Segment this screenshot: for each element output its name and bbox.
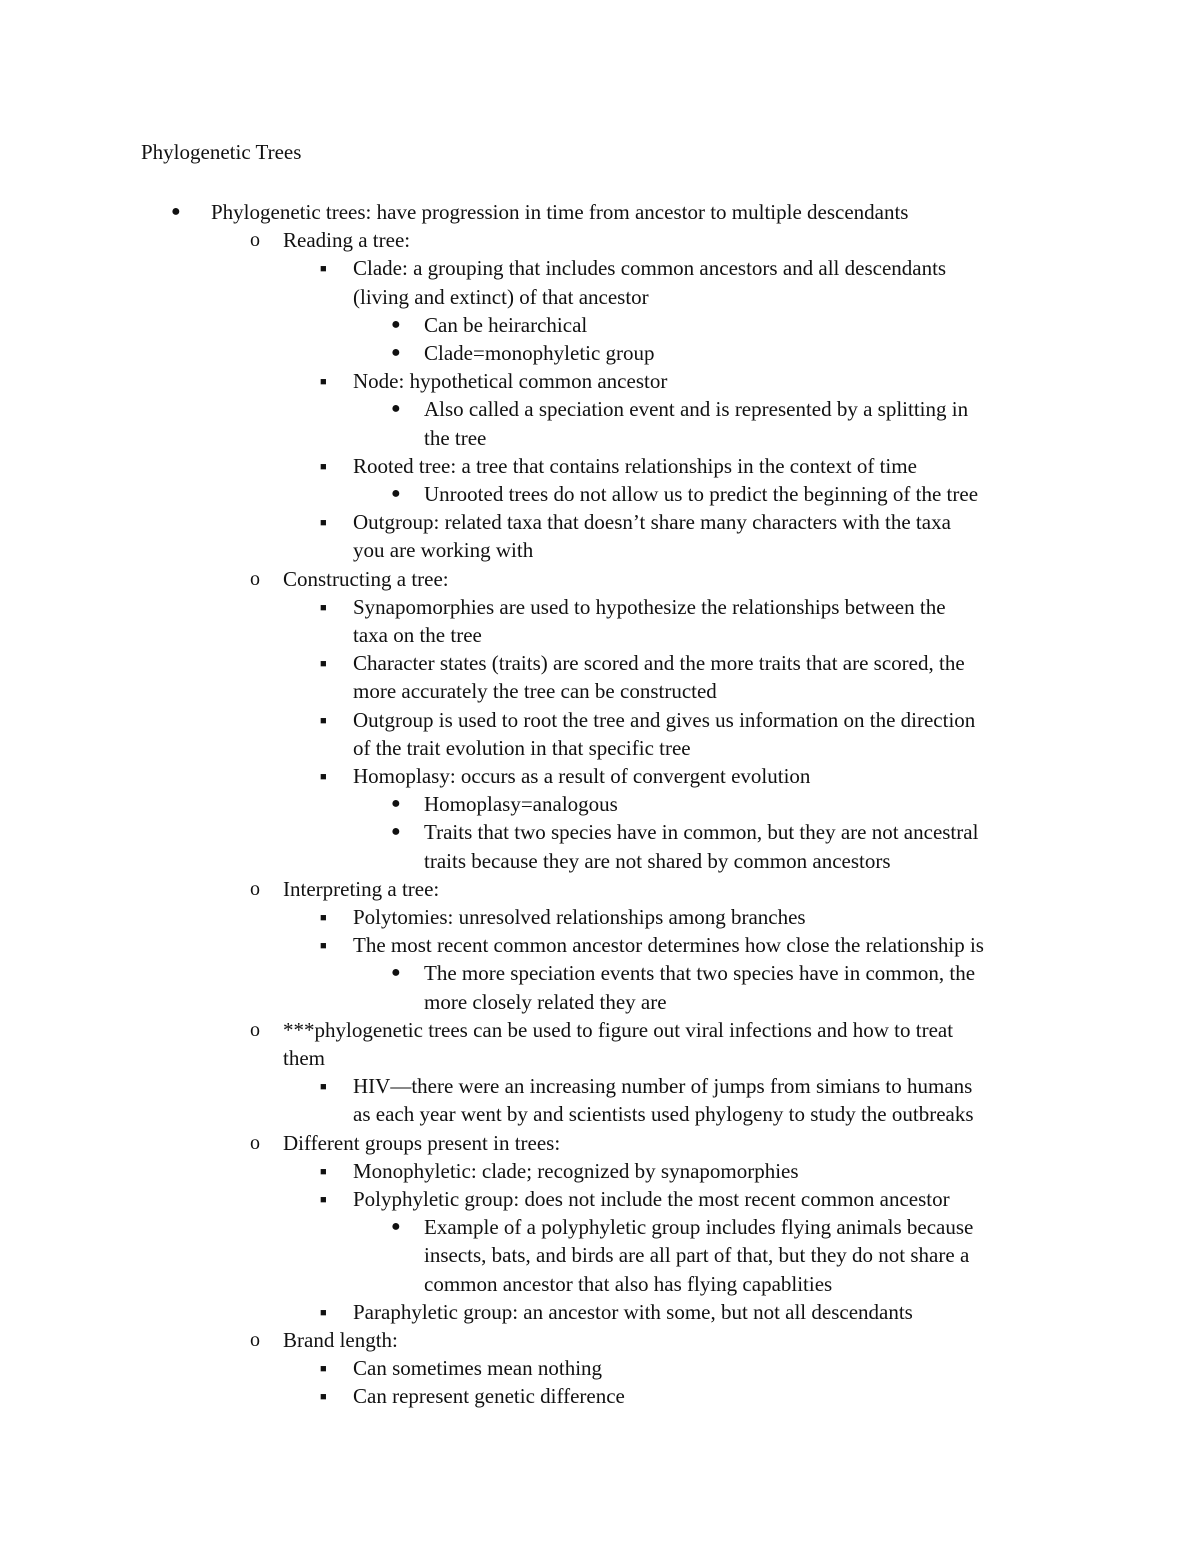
outline-item-level-0 — [171, 198, 909, 226]
outline-item-level-2 — [320, 367, 668, 395]
bullet-marker: ● — [391, 795, 401, 813]
outline-item-text-line: Traits that two species have in common, but they are not ancestral — [424, 820, 979, 845]
bullet-marker: o — [250, 1018, 260, 1041]
outline-item-text-line: Outgroup: related taxa that doesn’t share many characters with the taxa — [353, 510, 951, 535]
outline-item-level-2 — [320, 452, 917, 480]
outline-item-text-line: Character states (traits) are scored and the more traits that are scored, the — [353, 651, 965, 676]
bullet-marker: ● — [391, 344, 401, 361]
bullet-marker: ■ — [320, 940, 327, 953]
bullet-marker: ● — [391, 400, 401, 418]
outline-item-text-line: Can be heirarchical — [424, 312, 588, 337]
bullet-marker: ■ — [320, 658, 327, 671]
outline-item-level-1 — [250, 875, 440, 903]
bullet-marker: ■ — [320, 1306, 327, 1319]
bullet-marker: ● — [391, 964, 401, 982]
outline-item-level-1 — [250, 565, 449, 593]
outline-item-text-line: HIV—there were an increasing number of jumps from simians to humans — [353, 1074, 973, 1099]
outline-item-level-1 — [250, 1129, 561, 1157]
outline-item-level-2 — [320, 1185, 950, 1213]
outline-item-level-2 — [320, 1298, 913, 1326]
outline-item-level-3 — [391, 395, 969, 451]
bullet-marker: o — [250, 1131, 260, 1154]
outline-item-text-line: traits because they are not shared by common ancestors — [424, 848, 891, 873]
outline-item-level-2 — [320, 762, 811, 790]
outline-item-level-2 — [320, 593, 946, 649]
outline-item-level-2 — [320, 931, 984, 959]
bullet-marker: o — [250, 1329, 260, 1351]
outline-item-text-line: Polyphyletic group: does not include the most recent common ancestor — [353, 1187, 950, 1211]
outline-item-text-line: Node: hypothetical common ancestor — [353, 369, 668, 394]
outline-item-text-line: Homoplasy: occurs as a result of convergent evolution — [353, 764, 811, 788]
outline-item-text-line: Polytomies: unresolved relationships among branches — [353, 905, 806, 929]
outline-item-text-line: Outgroup is used to root the tree and gives us information on the direction — [353, 707, 976, 732]
outline-item-text-line: Clade: a grouping that includes common ancestors and all descendants — [353, 256, 947, 281]
outline-item-level-1 — [250, 1016, 954, 1072]
bullet-marker: ■ — [320, 601, 327, 614]
outline-item-text-line: more accurately the tree can be constructed — [353, 679, 717, 704]
outline-item-text-line: Brand length: — [283, 1328, 398, 1352]
outline-item-level-3 — [391, 339, 655, 367]
bullet-marker: o — [250, 567, 260, 590]
outline-item-text-line: Example of a polyphyletic group includes flying animals because — [424, 1215, 974, 1240]
bullet-marker: ● — [391, 823, 401, 841]
outline-item-level-2 — [320, 1354, 603, 1382]
outline-item-level-1 — [250, 1326, 398, 1354]
outline-item-text-line: (living and extinct) of that ancestor — [353, 284, 649, 309]
outline-item-text-line: Paraphyletic group: an ancestor with some, but not all descendants — [353, 1299, 913, 1324]
bullet-marker: ■ — [320, 460, 327, 473]
outline-item-text-line: of the trait evolution in that specific tree — [353, 735, 691, 760]
bullet-marker: ● — [391, 1218, 401, 1236]
outline-item-text-line: Unrooted trees do not allow us to predict the beginning of the tree — [424, 482, 979, 506]
outline-item-level-3 — [391, 1213, 974, 1298]
outline-item-level-2 — [320, 1157, 799, 1185]
outline-item-level-2 — [320, 903, 806, 931]
outline-item-text-line: insects, bats, and birds are all part of that, but they do not share a — [424, 1243, 970, 1268]
outline-item-level-2 — [320, 649, 965, 705]
outline-item-level-3 — [391, 818, 979, 874]
outline-item-text-line: more closely related they are — [424, 989, 667, 1014]
outline-item-text-line: Rooted tree: a tree that contains relationships in the context of time — [353, 453, 917, 478]
bullet-marker: ■ — [320, 1391, 327, 1404]
outline-item-text-line: Homoplasy=analogous — [424, 792, 618, 817]
outline-item-text-line: Also called a speciation event and is represented by a splitting in — [424, 397, 969, 422]
outline-item-text-line: Different groups present in trees: — [283, 1130, 561, 1155]
outline-item-level-3 — [391, 480, 979, 508]
outline-item-level-3 — [391, 311, 588, 339]
outline-item-text-line: as each year went by and scientists used phylogeny to study the outbreaks — [353, 1102, 974, 1127]
outline-item-level-2 — [320, 254, 947, 310]
bullet-marker: ● — [171, 203, 181, 220]
outline-item-level-2 — [320, 1382, 625, 1410]
outline-item-text-line: them — [283, 1046, 325, 1070]
outline-item-text-line: ***phylogenetic trees can be used to figure out viral infections and how to treat — [283, 1017, 954, 1042]
bullet-marker: o — [250, 229, 260, 252]
outline-item-level-1 — [250, 226, 411, 254]
outline-item-level-2 — [320, 706, 976, 762]
bullet-marker: ■ — [320, 1363, 327, 1376]
bullet-marker: ● — [391, 485, 401, 502]
bullet-marker: ■ — [320, 1165, 327, 1178]
outline-item-text-line: The most recent common ancestor determines how close the relationship is — [353, 933, 984, 958]
document-title: Phylogenetic Trees — [141, 140, 302, 164]
outline-item-level-3 — [391, 790, 618, 818]
bullet-marker: ■ — [320, 1081, 327, 1094]
outline-item-text-line: Can sometimes mean nothing — [353, 1356, 603, 1381]
outline-item-text-line: common ancestor that also has flying capablities — [424, 1271, 833, 1296]
outline-item-text-line: Interpreting a tree: — [283, 876, 440, 901]
outline-item-text-line: Can represent genetic difference — [353, 1384, 625, 1409]
outline-item-text-line: taxa on the tree — [353, 623, 482, 647]
outline-item-level-2 — [320, 1072, 974, 1128]
bullet-marker: ■ — [320, 771, 327, 783]
bullet-marker: o — [250, 877, 260, 900]
outline-item-text-line: Reading a tree: — [283, 228, 411, 253]
outline-item-text-line: Monophyletic: clade; recognized by synapomorphies — [353, 1158, 799, 1183]
bullet-marker: ■ — [320, 376, 327, 389]
bullet-marker: ■ — [320, 263, 327, 276]
outline-item-text-line: Clade=monophyletic group — [424, 341, 655, 365]
outline-item-text-line: you are working with — [353, 538, 534, 563]
bullet-marker: ■ — [320, 1194, 327, 1206]
bullet-marker: ■ — [320, 714, 327, 727]
outline-item-text-line: Synapomorphies are used to hypothesize the relationships between the — [353, 594, 946, 619]
outline-item-text-line: Constructing a tree: — [283, 566, 449, 591]
bullet-marker: ■ — [320, 912, 327, 924]
outline-item-text-line: the tree — [424, 425, 487, 450]
bullet-marker: ● — [391, 315, 401, 333]
outline-item-level-2 — [320, 508, 951, 564]
outline-item-level-3 — [391, 959, 976, 1015]
outline-item-text-line: The more speciation events that two species have in common, the — [424, 961, 976, 986]
outline-item-text-line: Phylogenetic trees: have progression in time from ancestor to multiple descendants — [211, 200, 909, 224]
bullet-marker: ■ — [320, 517, 327, 530]
